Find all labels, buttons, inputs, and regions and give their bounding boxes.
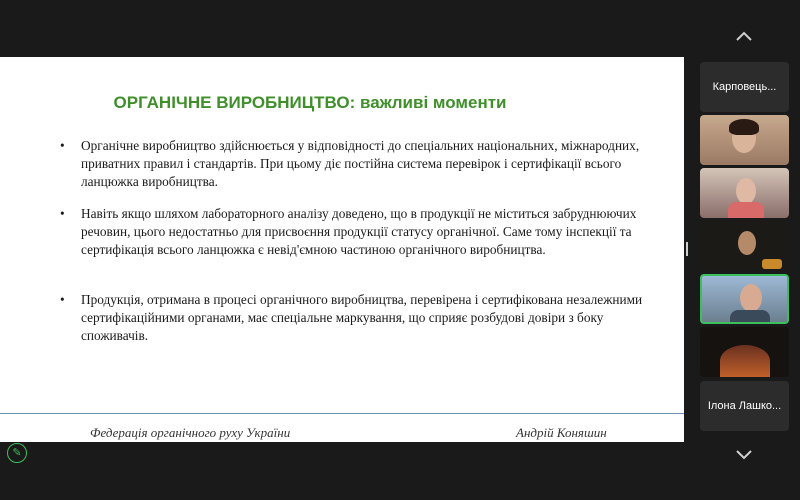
participant-video[interactable] (700, 221, 789, 271)
bullet-text: Органічне виробництво здійснюється у відповідності до спеціальних національних, міжнародних, приватних правил і стандартів. При цьому діє постійна система перевірок і сертифікації всього ланцюжка виробництва. (81, 138, 640, 189)
panel-resize-handle[interactable] (686, 242, 688, 256)
bullet-marker: • (60, 206, 65, 221)
participant-name: Карповець... (712, 81, 777, 93)
participant-name: Ілона Лашко... (707, 400, 782, 412)
pencil-icon[interactable]: ✎ (7, 443, 27, 463)
bullet-marker: • (60, 138, 65, 153)
footer-divider (0, 413, 684, 414)
background-light (762, 259, 782, 269)
participant-face (740, 284, 762, 312)
chevron-down-icon[interactable] (730, 444, 758, 464)
slide-title: ОРГАНІЧНЕ ВИРОБНИЦТВО: важливі моменти (113, 93, 507, 112)
bullet-marker: • (60, 292, 65, 307)
bullet-text: Навіть якщо шляхом лабораторного аналізу доведено, що в продукції не міститься забруднюючих речовин, цього недостатньо для присвоєння продукції статусу органічної. Саме тому інспекції та сертифікація всього ланцюжка є невід'ємною частиною органічного виробництва. (81, 206, 637, 257)
shared-slide (0, 57, 684, 442)
participant-face (738, 231, 756, 255)
participant-video[interactable] (700, 115, 789, 165)
participant-clothes (730, 310, 770, 324)
participant-tile[interactable] (700, 62, 789, 112)
footer-author: Андрій Коняшин (516, 425, 607, 440)
chevron-up-icon[interactable] (730, 26, 758, 46)
bullet-text: Продукція, отримана в процесі органічного виробництва, перевірена і сертифікована незалежними сертифікаційними органами, має спеціальне маркування, що сприяє розбудові довіри з боку споживачів. (81, 292, 643, 343)
sunset-photo (720, 345, 770, 377)
participant-hair (729, 119, 759, 135)
participant-clothes (728, 202, 764, 218)
participant-video[interactable] (700, 168, 789, 218)
participant-tile[interactable] (700, 381, 789, 431)
participant-video-active[interactable] (700, 274, 789, 324)
participant-video[interactable] (700, 327, 789, 377)
footer-organization: Федерація органічного руху України (90, 425, 291, 440)
participant-face (736, 178, 756, 204)
